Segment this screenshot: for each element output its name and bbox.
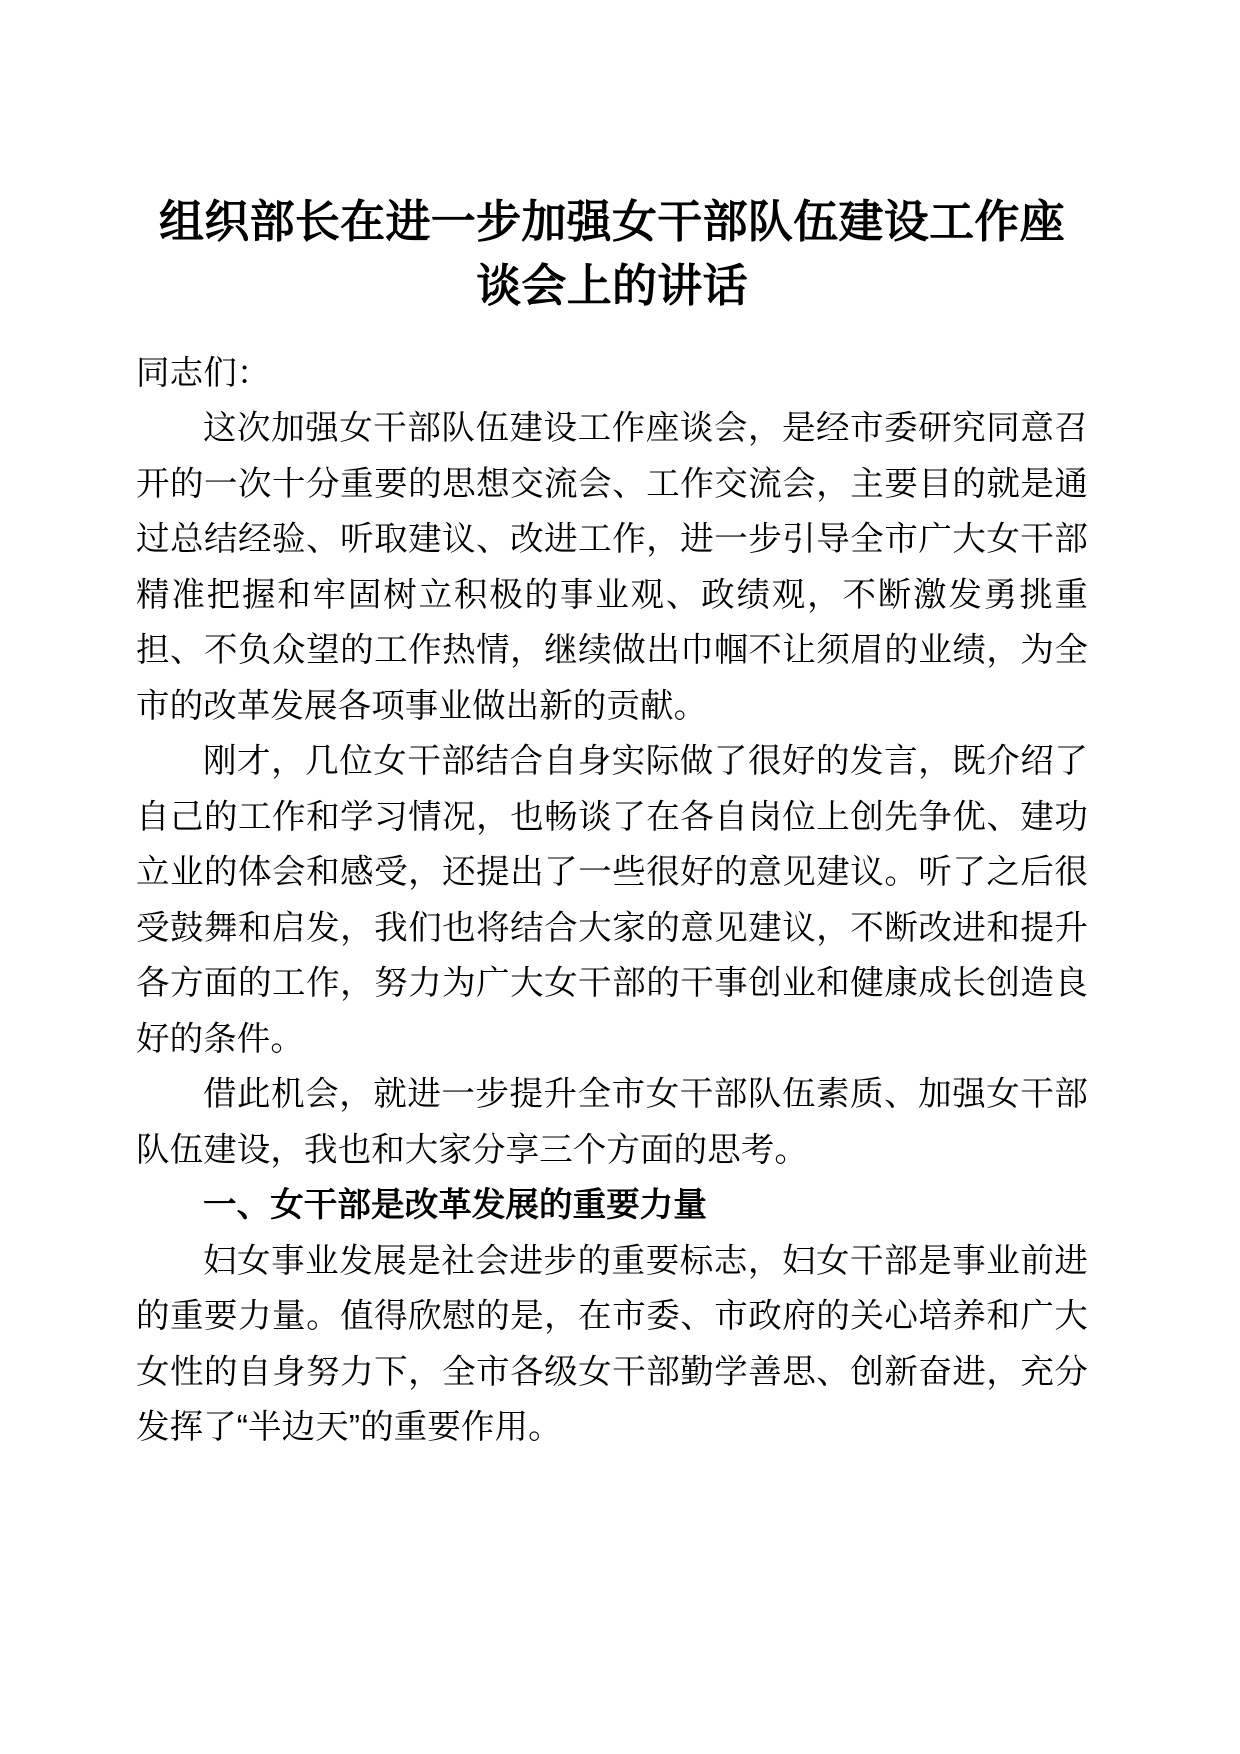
section-heading: 一、女干部是改革发展的重要力量 (203, 1187, 707, 1225)
paragraph: 这次加强女干部队伍建设工作座谈会，是经市委研究同意召开的一次十分重要的思想交流会、工作交流会，主要目的就是通过总结经验、听取建议、改进工作，进一步引导全市广大女干部精准把握和牢固树立积极的事业观、政绩观，不断激发勇挑重担、不负众望的工作热情，继续做出巾帼不让须眉的业绩，为全市的改革发展各项事业做出新的贡献。 (136, 410, 1088, 725)
paragraph: 刚才，几位女干部结合自身实际做了很好的发言，既介绍了自己的工作和学习情况，也畅谈了在各自岗位上创先争优、建功立业的体会和感受，还提出了一些很好的意见建议。听了之后很受鼓舞和启发，我们也将结合大家的意见建议，不断改进和提升各方面的工作，努力为广大女干部的干事创业和健康成长创造良好的条件。 (136, 743, 1088, 1058)
document-body (136, 346, 1088, 1456)
paragraph: 借此机会，就进一步提升全市女干部队伍素质、加强女干部队伍建设，我也和大家分享三个方面的思考。 (136, 1076, 1088, 1169)
paragraph: 妇女事业发展是社会进步的重要标志，妇女干部是事业前进的重要力量。值得欣慰的是，在市委、市政府的关心培养和广大女性的自身努力下，全市各级女干部勤学善思、创新奋进，充分发挥了“半边天”的重要作用。 (136, 1242, 1088, 1447)
salutation: 同志们： (136, 354, 271, 392)
page-title: 组织部长在进一步加强女干部队伍建设工作座谈会上的讲话 (158, 196, 1065, 311)
document-content (136, 0, 1088, 1456)
